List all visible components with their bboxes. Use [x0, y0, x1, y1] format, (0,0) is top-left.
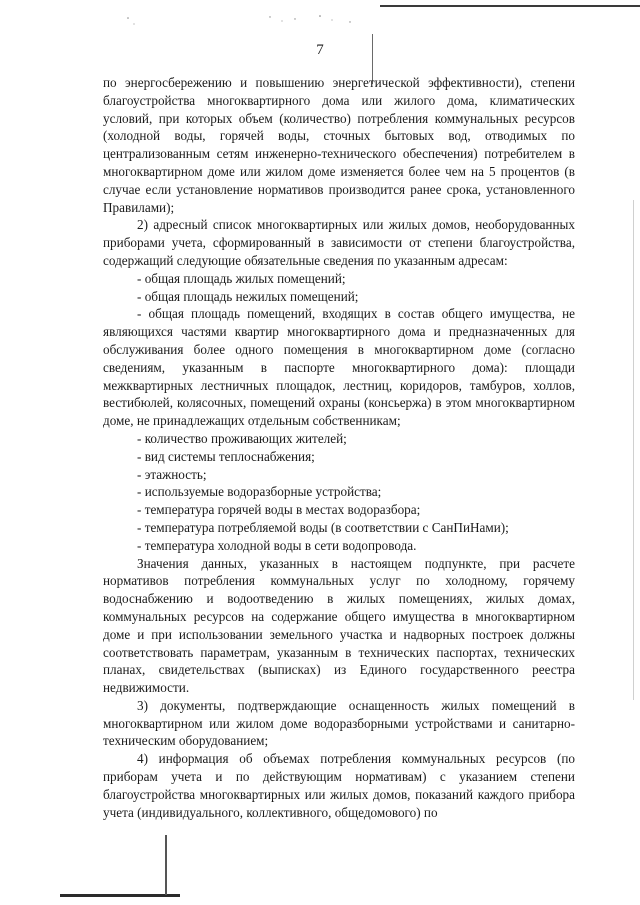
list-item: - температура горячей воды в местах водоразбора; [137, 502, 421, 518]
list-item: - общая площадь помещений, входящих в состав общего имущества, не являющихся частями квартир многоквартирного дома и предназначенных для обслуживания более одного помещения в многоквартирном доме (согласно сведениям, указанным в паспорте многоквартирного дома): площади межквартирных лестничных площадок, лестниц, коридоров, тамбуров, холлов, вестибюлей, колясочных, помещений охраны (консьержа) в этом многоквартирном доме, не принадлежащих отдельным собственникам; [103, 306, 575, 429]
list-item: - общая площадь жилых помещений; [137, 270, 346, 286]
document-body [103, 74, 575, 821]
paragraph: 2) адресный список многоквартирных или жилых домов, необорудованных приборами учета, сформированный в зависимости от степени благоустройства, содержащий следующие обязательные сведения по указанным адресам: [103, 217, 575, 268]
list-item: - используемые водоразборные устройства; [137, 484, 382, 500]
list-item: - общая площадь нежилых помещений; [137, 288, 359, 304]
paragraph: 4) информация об объемах потребления коммунальных ресурсов (по приборам учета и по действующим нормативам) с указанием степени благоустройства многоквартирных или жилых домов, показаний каждого прибора учета (индивидуального, коллективного, общедомового) по [103, 751, 575, 820]
paragraph: Значения данных, указанных в настоящем подпункте, при расчете нормативов потребления коммунальных услуг по холодному, горячему водоснабжению и водоотведению в жилых помещениях, жилых домах, коммунальных ресурсов на содержание общего имущества в многоквартирном доме и при использовании земельного участка и надворных построек должны соответствовать параметрам, указанным в технических паспортах, технических планах, свидетельствах (выписках) из Единого государственного реестра недвижимости. [103, 555, 575, 696]
page-number: 7 [316, 42, 324, 58]
paragraph: 3) документы, подтверждающие оснащенность жилых помещений в многоквартирном или жилом доме водоразборными устройствами и санитарно-техническим оборудованием; [103, 697, 575, 749]
list-item: - количество проживающих жителей; [137, 430, 347, 446]
list-item: - этажность; [137, 466, 207, 482]
scan-artifact-right-edge [633, 200, 634, 700]
scan-artifact-bottom-line [60, 894, 180, 897]
list-item: - температура холодной воды в сети водопровода. [137, 537, 417, 553]
list-item: - температура потребляемой воды (в соответствии с СанПиНами); [137, 519, 509, 535]
paragraph: по энергосбережению и повышению энергетической эффективности), степени благоустройства многоквартирного дома или жилого дома, климатических условий, при которых объем (количество) потребления коммунальных ресурсов (холодной воды, горячей воды, сточных бытовых вод, отводимых по централизованным сетям инженерно-технического обеспечения) потребителем в многоквартирном доме или жилом доме изменяется более чем на 5 процентов (в случае если установление нормативов производится ранее срока, установленного Правилами); [103, 75, 575, 215]
scan-artifact-bottom-vertical [165, 835, 167, 895]
scan-artifact-specks [120, 12, 360, 32]
scan-artifact-top-line [380, 5, 640, 7]
list-item: - вид системы теплоснабжения; [137, 448, 315, 464]
